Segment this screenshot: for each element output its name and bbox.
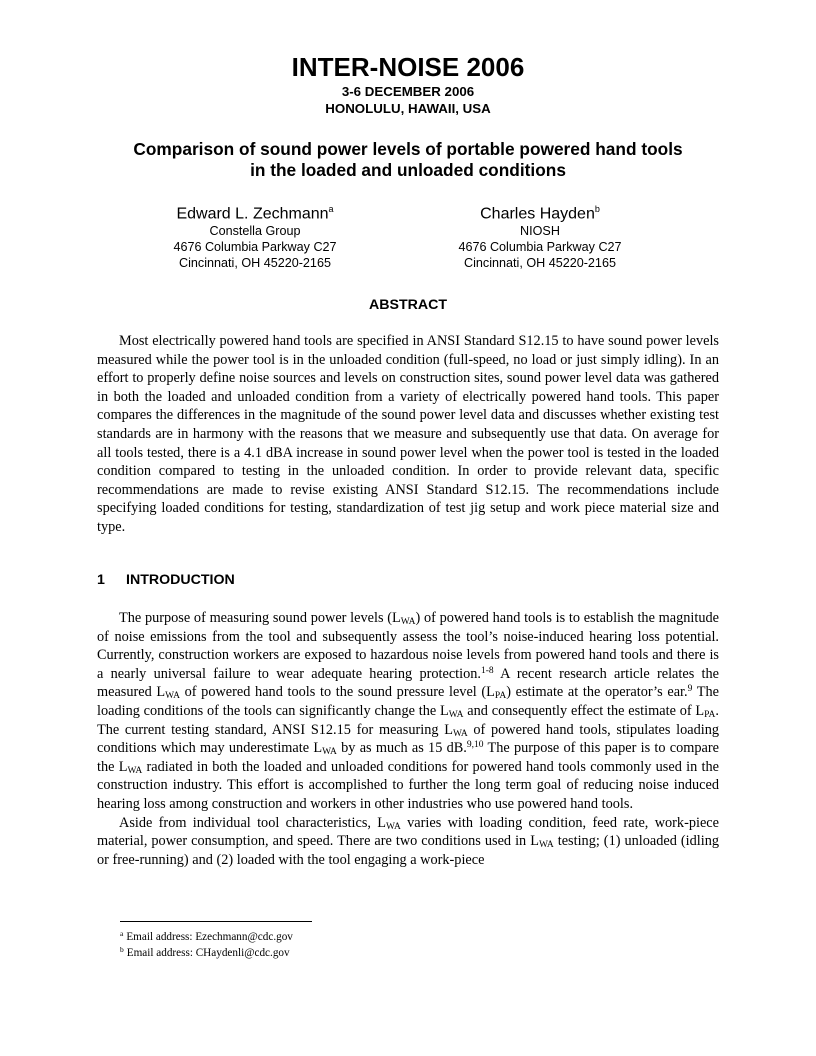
- text-run: of powered hand tools to the sound pressure level (L: [179, 684, 495, 701]
- author-2-address-2: Cincinnati, OH 45220-2165: [464, 256, 616, 271]
- author-1-name: Edward L. Zechmann: [176, 205, 329, 223]
- text-run: The purpose of this paper is to compare the L: [97, 740, 719, 775]
- abstract-heading: ABSTRACT: [368, 297, 448, 313]
- footnote-b: [120, 945, 293, 961]
- text-run: by as much as 15 dB.: [336, 740, 467, 757]
- conference-title: INTER-NOISE 2006: [291, 52, 525, 82]
- section-number: 1: [97, 572, 105, 588]
- author-2-name: Charles Hayden: [480, 205, 595, 223]
- text-run: and consequently effect the estimate of L: [463, 702, 705, 719]
- text-run: radiated in both the loaded and unloaded conditions for powered hand tools commonly used in the construction industry. This effort is accomplished to further the long term goal of reducing noise induced hearing loss among construction and workers in other industries who use powered hand tools.: [97, 758, 719, 812]
- text-run: ) of powered hand tools is to establish the magnitude of noise emissions from the tool and subsequently assess the tool’s noise-induced hearing loss potential. Currently, construction workers are exposed to hazardous noise levels from powered hand tools and there is a nearly universal failure to wear adequate hearing protection.: [97, 610, 719, 682]
- subscript: WA: [165, 691, 180, 702]
- author-1-affiliation: Constella Group: [209, 224, 301, 239]
- footnote-marker: b: [120, 945, 124, 954]
- text-run: . The current testing standard, ANSI S12.15 for measuring L: [97, 702, 719, 738]
- author-1: [125, 200, 385, 271]
- subscript: WA: [538, 840, 554, 851]
- author-2-address-1: 4676 Columbia Parkway C27: [458, 240, 622, 255]
- text-run: of powered hand tools, stipulates loading conditions which may underestimate L: [97, 721, 719, 757]
- introduction-body: [97, 609, 719, 869]
- author-1-address-1: 4676 Columbia Parkway C27: [173, 240, 337, 255]
- subscript: WA: [127, 765, 143, 776]
- subscript: WA: [400, 617, 416, 627]
- introduction-paragraph-2: [97, 814, 719, 870]
- citation-ref: 9: [687, 684, 693, 695]
- subscript: PA: [704, 709, 716, 720]
- abstract-body: [97, 332, 719, 537]
- text-run: ) estimate at the operator’s ear.: [506, 684, 688, 701]
- author-2: [410, 200, 670, 271]
- paper-title: [0, 139, 816, 181]
- footnote-text: Email address: CHaydenli@cdc.gov: [126, 947, 290, 959]
- author-2-marker: b: [594, 204, 600, 214]
- paper-title-line-2: in the loaded and unloaded conditions: [250, 160, 566, 180]
- text-run: A recent research article relates the measured L: [97, 665, 719, 701]
- author-1-marker: a: [328, 204, 334, 214]
- footnote-a: [120, 929, 293, 945]
- text-run: The purpose of measuring sound power levels (L: [119, 610, 401, 626]
- text-run: The loading conditions of the tools can significantly change the L: [97, 684, 719, 719]
- conference-location: HONOLULU, HAWAII, USA: [325, 101, 491, 116]
- text-run: testing; (1) unloaded (idling or free-running) and (2) loaded with the tool engaging a work-piece: [97, 833, 720, 868]
- subscript: PA: [494, 691, 507, 702]
- citation-ref: 9,10: [466, 740, 484, 751]
- subscript: WA: [322, 747, 337, 758]
- subscript: WA: [452, 728, 468, 739]
- abstract-paragraph: Most electrically powered hand tools are specified in ANSI Standard S12.15 to have sound power levels measured while the power tool is in the unloaded condition (full-speed, no load or just simply idling). In an effort to properly define noise sources and levels on construction sites, sound power level data was gathered in both the loaded and unloaded condition from a variety of electrically powered hand tools. This paper compares the differences in the magnitude of the sound power level data and discusses whether existing test standards are in harmony with the reasons that we measure and subsequently use that data. On average for all tools tested, there is a 4.1 dBA increase in sound power level when the power tool is tested in the loaded condition compared to testing in the unloaded condition. In order to provide relevant data, specific recommendations are made to revise existing ANSI Standard S12.15. The recommendations include specifying loaded conditions for testing, standardization of test jig setup and work piece material size and type.: [97, 333, 719, 535]
- subscript: WA: [386, 821, 401, 832]
- footnote-marker: a: [120, 929, 124, 938]
- subscript: WA: [448, 709, 464, 720]
- text-run: varies with loading condition, feed rate, work-piece material, power consumption, and speed. There are two conditions used in L: [97, 814, 719, 850]
- text-run: Aside from individual tool characteristics, L: [119, 814, 387, 831]
- footnote-text: Email address: Ezechmann@cdc.gov: [126, 931, 293, 943]
- paper-title-line-1: Comparison of sound power levels of portable powered hand tools: [133, 139, 683, 159]
- introduction-paragraph-1: [97, 609, 719, 814]
- footnotes: [120, 929, 293, 961]
- author-2-affiliation: NIOSH: [520, 224, 560, 239]
- citation-ref: 1-8: [480, 665, 494, 676]
- footnote-rule: [120, 921, 312, 922]
- section-heading-introduction: [97, 572, 235, 588]
- conference-dates: 3-6 DECEMBER 2006: [341, 84, 475, 99]
- section-title: INTRODUCTION: [126, 572, 235, 588]
- author-1-address-2: Cincinnati, OH 45220-2165: [179, 256, 331, 271]
